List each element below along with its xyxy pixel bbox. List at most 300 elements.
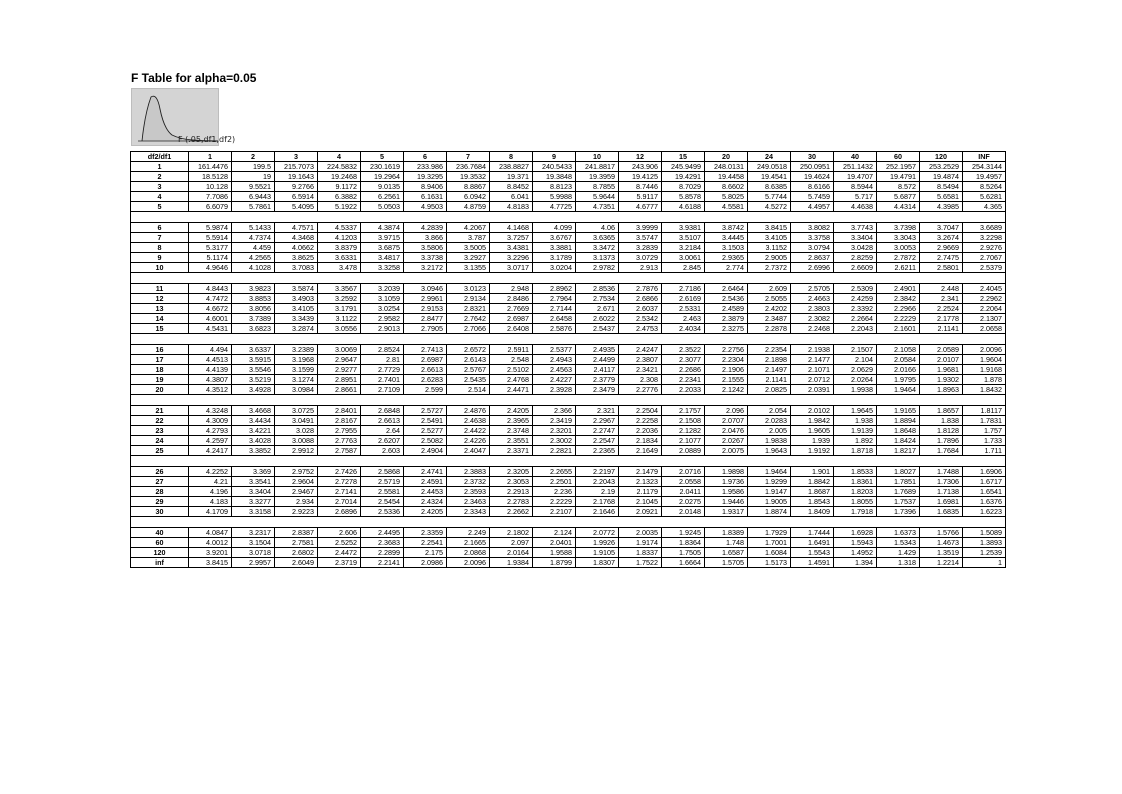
column-header-df1: 4: [318, 152, 361, 162]
critical-value-cell: 2.1646: [576, 507, 619, 517]
critical-value-cell: 3.7398: [877, 223, 920, 233]
separator-cell: [920, 395, 963, 406]
critical-value-cell: 2.2524: [920, 304, 963, 314]
critical-value-cell: 8.8452: [490, 182, 533, 192]
critical-value-cell: 3.9201: [189, 548, 232, 558]
separator-cell: [619, 395, 662, 406]
critical-value-cell: 1.5705: [705, 558, 748, 568]
separator-cell: [131, 456, 189, 467]
critical-value-cell: 9.2766: [275, 182, 318, 192]
critical-value-cell: 2.7876: [619, 284, 662, 294]
critical-value-cell: 2.6037: [619, 304, 662, 314]
critical-value-cell: 2.104: [834, 355, 877, 365]
critical-value-cell: 2.0712: [791, 375, 834, 385]
critical-value-cell: 4.1028: [232, 263, 275, 273]
separator-cell: [533, 456, 576, 467]
critical-value-cell: 3.9823: [232, 284, 275, 294]
critical-value-cell: 2.3371: [490, 446, 533, 456]
critical-value-cell: 240.5433: [533, 162, 576, 172]
critical-value-cell: 1.8432: [963, 385, 1006, 395]
separator-cell: [361, 212, 404, 223]
critical-value-cell: 236.7684: [447, 162, 490, 172]
critical-value-cell: 2.8661: [318, 385, 361, 395]
table-row: [131, 365, 1006, 375]
row-label-df2: 22: [131, 416, 189, 426]
critical-value-cell: 2.599: [404, 385, 447, 395]
critical-value-cell: 1.7001: [748, 538, 791, 548]
critical-value-cell: 1.7684: [920, 446, 963, 456]
critical-value-cell: 3.4928: [232, 385, 275, 395]
row-label-df2: 12: [131, 294, 189, 304]
critical-value-cell: 3.8853: [232, 294, 275, 304]
separator-cell: [705, 212, 748, 223]
critical-value-cell: 3.2296: [490, 253, 533, 263]
critical-value-cell: 19.3848: [533, 172, 576, 182]
critical-value-cell: 1.9105: [576, 548, 619, 558]
separator-cell: [275, 212, 318, 223]
row-label-df2: 23: [131, 426, 189, 436]
critical-value-cell: 3.1789: [533, 253, 576, 263]
f-distribution-figure: [131, 88, 236, 146]
critical-value-cell: 3.6823: [232, 324, 275, 334]
critical-value-cell: 3.3881: [533, 243, 576, 253]
critical-value-cell: 2.4247: [619, 345, 662, 355]
critical-value-cell: 2.2776: [619, 385, 662, 395]
critical-value-cell: 2.1141: [920, 324, 963, 334]
critical-value-cell: 1.892: [834, 436, 877, 446]
critical-value-cell: 8.6602: [705, 182, 748, 192]
critical-value-cell: 4.099: [533, 223, 576, 233]
critical-value-cell: 1.9795: [877, 375, 920, 385]
critical-value-cell: 3.028: [275, 426, 318, 436]
critical-value-cell: 1.8648: [877, 426, 920, 436]
critical-value-cell: 4.7472: [189, 294, 232, 304]
critical-value-cell: 2.2197: [576, 467, 619, 477]
critical-value-cell: 5.9988: [533, 192, 576, 202]
critical-value-cell: 2.2878: [748, 324, 791, 334]
critical-value-cell: 3.3758: [791, 233, 834, 243]
separator-cell: [447, 456, 490, 467]
critical-value-cell: 6.041: [490, 192, 533, 202]
critical-value-cell: 5.6877: [877, 192, 920, 202]
critical-value-cell: 3.8625: [275, 253, 318, 263]
critical-value-cell: 2.0401: [533, 538, 576, 548]
critical-value-cell: 2.7642: [447, 314, 490, 324]
critical-value-cell: 4.4638: [834, 202, 877, 212]
critical-value-cell: 4.2597: [189, 436, 232, 446]
critical-value-cell: 2.2655: [533, 467, 576, 477]
group-separator: [131, 273, 1006, 284]
critical-value-cell: 2.2966: [877, 304, 920, 314]
table-row: [131, 284, 1006, 294]
group-separator: [131, 517, 1006, 528]
critical-value-cell: 2.9961: [404, 294, 447, 304]
critical-value-cell: 2.3719: [318, 558, 361, 568]
critical-value-cell: 2.9134: [447, 294, 490, 304]
critical-value-cell: 1.8117: [963, 406, 1006, 416]
column-header-df1: 24: [748, 152, 791, 162]
critical-value-cell: 2.603: [361, 446, 404, 456]
critical-value-cell: 2.7669: [490, 304, 533, 314]
critical-value-cell: 3.3472: [576, 243, 619, 253]
critical-value-cell: 2.2229: [877, 314, 920, 324]
critical-value-cell: 4.196: [189, 487, 232, 497]
separator-cell: [232, 517, 275, 528]
critical-value-cell: 3.0718: [232, 548, 275, 558]
critical-value-cell: 9.1172: [318, 182, 361, 192]
critical-value-cell: 2.6866: [619, 294, 662, 304]
critical-value-cell: 19.4957: [963, 172, 1006, 182]
separator-cell: [963, 273, 1006, 284]
column-header-df1: 9: [533, 152, 576, 162]
critical-value-cell: 3.3258: [361, 263, 404, 273]
critical-value-cell: 4.494: [189, 345, 232, 355]
critical-value-cell: 2.3748: [490, 426, 533, 436]
critical-value-cell: 1.9446: [705, 497, 748, 507]
critical-value-cell: 2.609: [748, 284, 791, 294]
critical-value-cell: 1.8307: [576, 558, 619, 568]
table-row: [131, 263, 1006, 273]
critical-value-cell: 2.4589: [705, 304, 748, 314]
critical-value-cell: 2.4935: [576, 345, 619, 355]
critical-value-cell: 2.2141: [361, 558, 404, 568]
critical-value-cell: 2.0411: [662, 487, 705, 497]
critical-value-cell: 1.938: [834, 416, 877, 426]
critical-value-cell: 1.8533: [834, 467, 877, 477]
critical-value-cell: 4.3468: [275, 233, 318, 243]
critical-value-cell: 1.7537: [877, 497, 920, 507]
critical-value-cell: 2.4471: [490, 385, 533, 395]
table-row: [131, 385, 1006, 395]
critical-value-cell: 2.3842: [877, 294, 920, 304]
separator-cell: [361, 456, 404, 467]
critical-value-cell: 2.1601: [877, 324, 920, 334]
critical-value-cell: 4.0662: [275, 243, 318, 253]
separator-cell: [361, 273, 404, 284]
critical-value-cell: 1.9736: [705, 477, 748, 487]
critical-value-cell: 4.2793: [189, 426, 232, 436]
separator-cell: [232, 395, 275, 406]
critical-value-cell: 2.7534: [576, 294, 619, 304]
critical-value-cell: 2.4753: [619, 324, 662, 334]
critical-value-cell: 3.1503: [705, 243, 748, 253]
critical-value-cell: 2.7905: [404, 324, 447, 334]
row-label-df2: 21: [131, 406, 189, 416]
row-label-df2: 25: [131, 446, 189, 456]
row-label-df2: 16: [131, 345, 189, 355]
critical-value-cell: 3.4221: [232, 426, 275, 436]
separator-cell: [275, 456, 318, 467]
separator-cell: [533, 517, 576, 528]
critical-value-cell: 4.8183: [490, 202, 533, 212]
critical-value-cell: 2.1802: [490, 528, 533, 538]
critical-value-cell: 3.0717: [490, 263, 533, 273]
critical-value-cell: 1.9384: [490, 558, 533, 568]
critical-value-cell: 1.318: [877, 558, 920, 568]
critical-value-cell: 1.8217: [877, 446, 920, 456]
separator-cell: [189, 456, 232, 467]
critical-value-cell: 2.9223: [275, 507, 318, 517]
separator-cell: [748, 212, 791, 223]
critical-value-cell: 1.5943: [834, 538, 877, 548]
critical-value-cell: 3.866: [404, 233, 447, 243]
critical-value-cell: 3.9999: [619, 223, 662, 233]
separator-cell: [576, 273, 619, 284]
column-header-df1: 3: [275, 152, 318, 162]
table-row: [131, 375, 1006, 385]
critical-value-cell: 233.986: [404, 162, 447, 172]
critical-value-cell: 2.1141: [748, 375, 791, 385]
critical-value-cell: 1.5173: [748, 558, 791, 568]
critical-value-cell: 2.1508: [662, 416, 705, 426]
critical-value-cell: 2.2501: [533, 477, 576, 487]
critical-value-cell: 2.7955: [318, 426, 361, 436]
critical-value-cell: 4.06: [576, 223, 619, 233]
critical-value-cell: 2.0283: [748, 416, 791, 426]
critical-value-cell: 4.3985: [920, 202, 963, 212]
critical-value-cell: 2.6572: [447, 345, 490, 355]
critical-value-cell: 2.1778: [920, 314, 963, 324]
critical-value-cell: 1.8361: [834, 477, 877, 487]
critical-value-cell: 2.5727: [404, 406, 447, 416]
separator-cell: [404, 334, 447, 345]
critical-value-cell: 8.9406: [404, 182, 447, 192]
critical-value-cell: 1.4591: [791, 558, 834, 568]
critical-value-cell: 3.2317: [232, 528, 275, 538]
critical-value-cell: 2.7186: [662, 284, 705, 294]
f-critical-label: F (.05,df1,df2): [178, 135, 236, 144]
critical-value-cell: 3.2184: [662, 243, 705, 253]
critical-value-cell: 3.0254: [361, 304, 404, 314]
critical-value-cell: 5.7744: [748, 192, 791, 202]
group-separator: [131, 456, 1006, 467]
critical-value-cell: 2.514: [447, 385, 490, 395]
row-label-df2: 3: [131, 182, 189, 192]
critical-value-cell: 2.366: [533, 406, 576, 416]
critical-value-cell: 4.21: [189, 477, 232, 487]
critical-value-cell: 2.1649: [619, 446, 662, 456]
row-label-df2: 120: [131, 548, 189, 558]
column-header-df1: INF: [963, 152, 1006, 162]
critical-value-cell: 2.005: [748, 426, 791, 436]
separator-cell: [619, 273, 662, 284]
critical-value-cell: 1.6835: [920, 507, 963, 517]
separator-cell: [920, 456, 963, 467]
critical-value-cell: 2.3479: [576, 385, 619, 395]
critical-value-cell: 2.7067: [963, 253, 1006, 263]
critical-value-cell: 2.2304: [705, 355, 748, 365]
critical-value-cell: 2.9647: [318, 355, 361, 365]
critical-value-cell: 2.8536: [576, 284, 619, 294]
critical-value-cell: 3.3738: [404, 253, 447, 263]
critical-value-cell: 2.0986: [404, 558, 447, 568]
critical-value-cell: 3.3043: [877, 233, 920, 243]
separator-cell: [275, 395, 318, 406]
critical-value-cell: 3.6365: [576, 233, 619, 243]
page-title: F Table for alpha=0.05: [131, 71, 257, 85]
critical-value-cell: 2.096: [705, 406, 748, 416]
table-row: [131, 528, 1006, 538]
critical-value-cell: 2.2365: [576, 446, 619, 456]
separator-cell: [131, 395, 189, 406]
separator-cell: [748, 395, 791, 406]
critical-value-cell: 2.1058: [877, 345, 920, 355]
critical-value-cell: 2.1477: [791, 355, 834, 365]
critical-value-cell: 2.4324: [404, 497, 447, 507]
critical-value-cell: 2.3421: [619, 365, 662, 375]
critical-value-cell: 3.5874: [275, 284, 318, 294]
separator-cell: [705, 456, 748, 467]
critical-value-cell: 5.6581: [920, 192, 963, 202]
critical-value-cell: 2.7872: [877, 253, 920, 263]
table-row: [131, 324, 1006, 334]
critical-value-cell: 3.8415: [189, 558, 232, 568]
critical-value-cell: 2.5454: [361, 497, 404, 507]
critical-value-cell: 8.572: [877, 182, 920, 192]
critical-value-cell: 1.4673: [920, 538, 963, 548]
separator-cell: [705, 395, 748, 406]
critical-value-cell: 2.2962: [963, 294, 1006, 304]
critical-value-cell: 2.2504: [619, 406, 662, 416]
critical-value-cell: 1.6906: [963, 467, 1006, 477]
critical-value-cell: 2.4876: [447, 406, 490, 416]
critical-value-cell: 2.4047: [447, 446, 490, 456]
critical-value-cell: 1.7896: [920, 436, 963, 446]
separator-cell: [877, 273, 920, 284]
critical-value-cell: 238.8827: [490, 162, 533, 172]
critical-value-cell: 2.7109: [361, 385, 404, 395]
critical-value-cell: 2.7763: [318, 436, 361, 446]
critical-value-cell: 2.9013: [361, 324, 404, 334]
critical-value-cell: 1.9174: [619, 538, 662, 548]
column-header-df1: 120: [920, 152, 963, 162]
critical-value-cell: 2.124: [533, 528, 576, 538]
critical-value-cell: 4.1468: [490, 223, 533, 233]
row-label-df2: 9: [131, 253, 189, 263]
group-separator: [131, 212, 1006, 223]
critical-value-cell: 2.5491: [404, 416, 447, 426]
table-row: [131, 406, 1006, 416]
critical-value-cell: 2.6802: [275, 548, 318, 558]
critical-value-cell: 2.9752: [275, 467, 318, 477]
critical-value-cell: 4.7374: [232, 233, 275, 243]
critical-value-cell: 1.8963: [920, 385, 963, 395]
critical-value-cell: 2.2043: [576, 477, 619, 487]
table-row: [131, 345, 1006, 355]
critical-value-cell: 8.5944: [834, 182, 877, 192]
critical-value-cell: 7.7086: [189, 192, 232, 202]
critical-value-cell: 2.3053: [490, 477, 533, 487]
critical-value-cell: 1.878: [963, 375, 1006, 385]
row-label-df2: inf: [131, 558, 189, 568]
critical-value-cell: 3.4817: [361, 253, 404, 263]
critical-value-cell: 1.7488: [920, 467, 963, 477]
critical-value-cell: 8.8867: [447, 182, 490, 192]
separator-cell: [533, 395, 576, 406]
critical-value-cell: 1.8543: [791, 497, 834, 507]
critical-value-cell: 4.2067: [447, 223, 490, 233]
critical-value-cell: 2.3392: [834, 304, 877, 314]
critical-value-cell: 4.5337: [318, 223, 361, 233]
critical-value-cell: 1.901: [791, 467, 834, 477]
critical-value-cell: 1.8718: [834, 446, 877, 456]
critical-value-cell: 2.1077: [662, 436, 705, 446]
separator-cell: [275, 517, 318, 528]
critical-value-cell: 1.8055: [834, 497, 877, 507]
row-label-df2: 14: [131, 314, 189, 324]
critical-value-cell: 18.5128: [189, 172, 232, 182]
critical-value-cell: 3.0088: [275, 436, 318, 446]
critical-value-cell: 2.845: [662, 263, 705, 273]
critical-value-cell: 2.1242: [705, 385, 748, 395]
critical-value-cell: 2.2107: [533, 507, 576, 517]
critical-value-cell: 2.4117: [576, 365, 619, 375]
table-row: [131, 233, 1006, 243]
critical-value-cell: 2.7014: [318, 497, 361, 507]
critical-value-cell: 2.0267: [705, 436, 748, 446]
separator-cell: [920, 212, 963, 223]
critical-value-cell: 2.7587: [318, 446, 361, 456]
critical-value-cell: 2.548: [490, 355, 533, 365]
critical-value-cell: 2.8962: [533, 284, 576, 294]
critical-value-cell: 1.6717: [963, 477, 1006, 487]
critical-value-cell: 2.2899: [361, 548, 404, 558]
separator-cell: [791, 456, 834, 467]
separator-cell: [662, 334, 705, 345]
critical-value-cell: 2.0035: [619, 528, 662, 538]
critical-value-cell: 10.128: [189, 182, 232, 192]
critical-value-cell: 3.3852: [232, 446, 275, 456]
table-row: [131, 558, 1006, 568]
critical-value-cell: 2.4472: [318, 548, 361, 558]
critical-value-cell: 2.7141: [318, 487, 361, 497]
critical-value-cell: 5.8025: [705, 192, 748, 202]
critical-value-cell: 248.0131: [705, 162, 748, 172]
critical-value-cell: 3.0428: [834, 243, 877, 253]
critical-value-cell: 1.8027: [877, 467, 920, 477]
critical-value-cell: 1.8364: [662, 538, 705, 548]
critical-value-cell: 2.5437: [576, 324, 619, 334]
critical-value-cell: 2.0889: [662, 446, 705, 456]
critical-value-cell: 2.7372: [748, 263, 791, 273]
critical-value-cell: 2.19: [576, 487, 619, 497]
separator-cell: [834, 395, 877, 406]
critical-value-cell: 245.9499: [662, 162, 705, 172]
critical-value-cell: 5.8578: [662, 192, 705, 202]
critical-value-cell: 2.8951: [318, 375, 361, 385]
critical-value-cell: 2.5719: [361, 477, 404, 487]
critical-value-cell: 4.6672: [189, 304, 232, 314]
critical-value-cell: 19.3959: [576, 172, 619, 182]
critical-value-cell: 1.8337: [619, 548, 662, 558]
critical-value-cell: 2.7278: [318, 477, 361, 487]
separator-cell: [318, 273, 361, 284]
separator-cell: [404, 395, 447, 406]
critical-value-cell: 3.1968: [275, 355, 318, 365]
critical-value-cell: 4.6188: [662, 202, 705, 212]
table-row: [131, 223, 1006, 233]
separator-cell: [447, 212, 490, 223]
critical-value-cell: 2.2747: [576, 426, 619, 436]
critical-value-cell: 2.6169: [662, 294, 705, 304]
critical-value-cell: 6.2561: [361, 192, 404, 202]
critical-value-cell: 3.5005: [447, 243, 490, 253]
critical-value-cell: 1.8894: [877, 416, 920, 426]
critical-value-cell: 1.8657: [920, 406, 963, 416]
critical-value-cell: 2.6613: [404, 365, 447, 375]
critical-value-cell: 2.5868: [361, 467, 404, 477]
table-row: [131, 477, 1006, 487]
